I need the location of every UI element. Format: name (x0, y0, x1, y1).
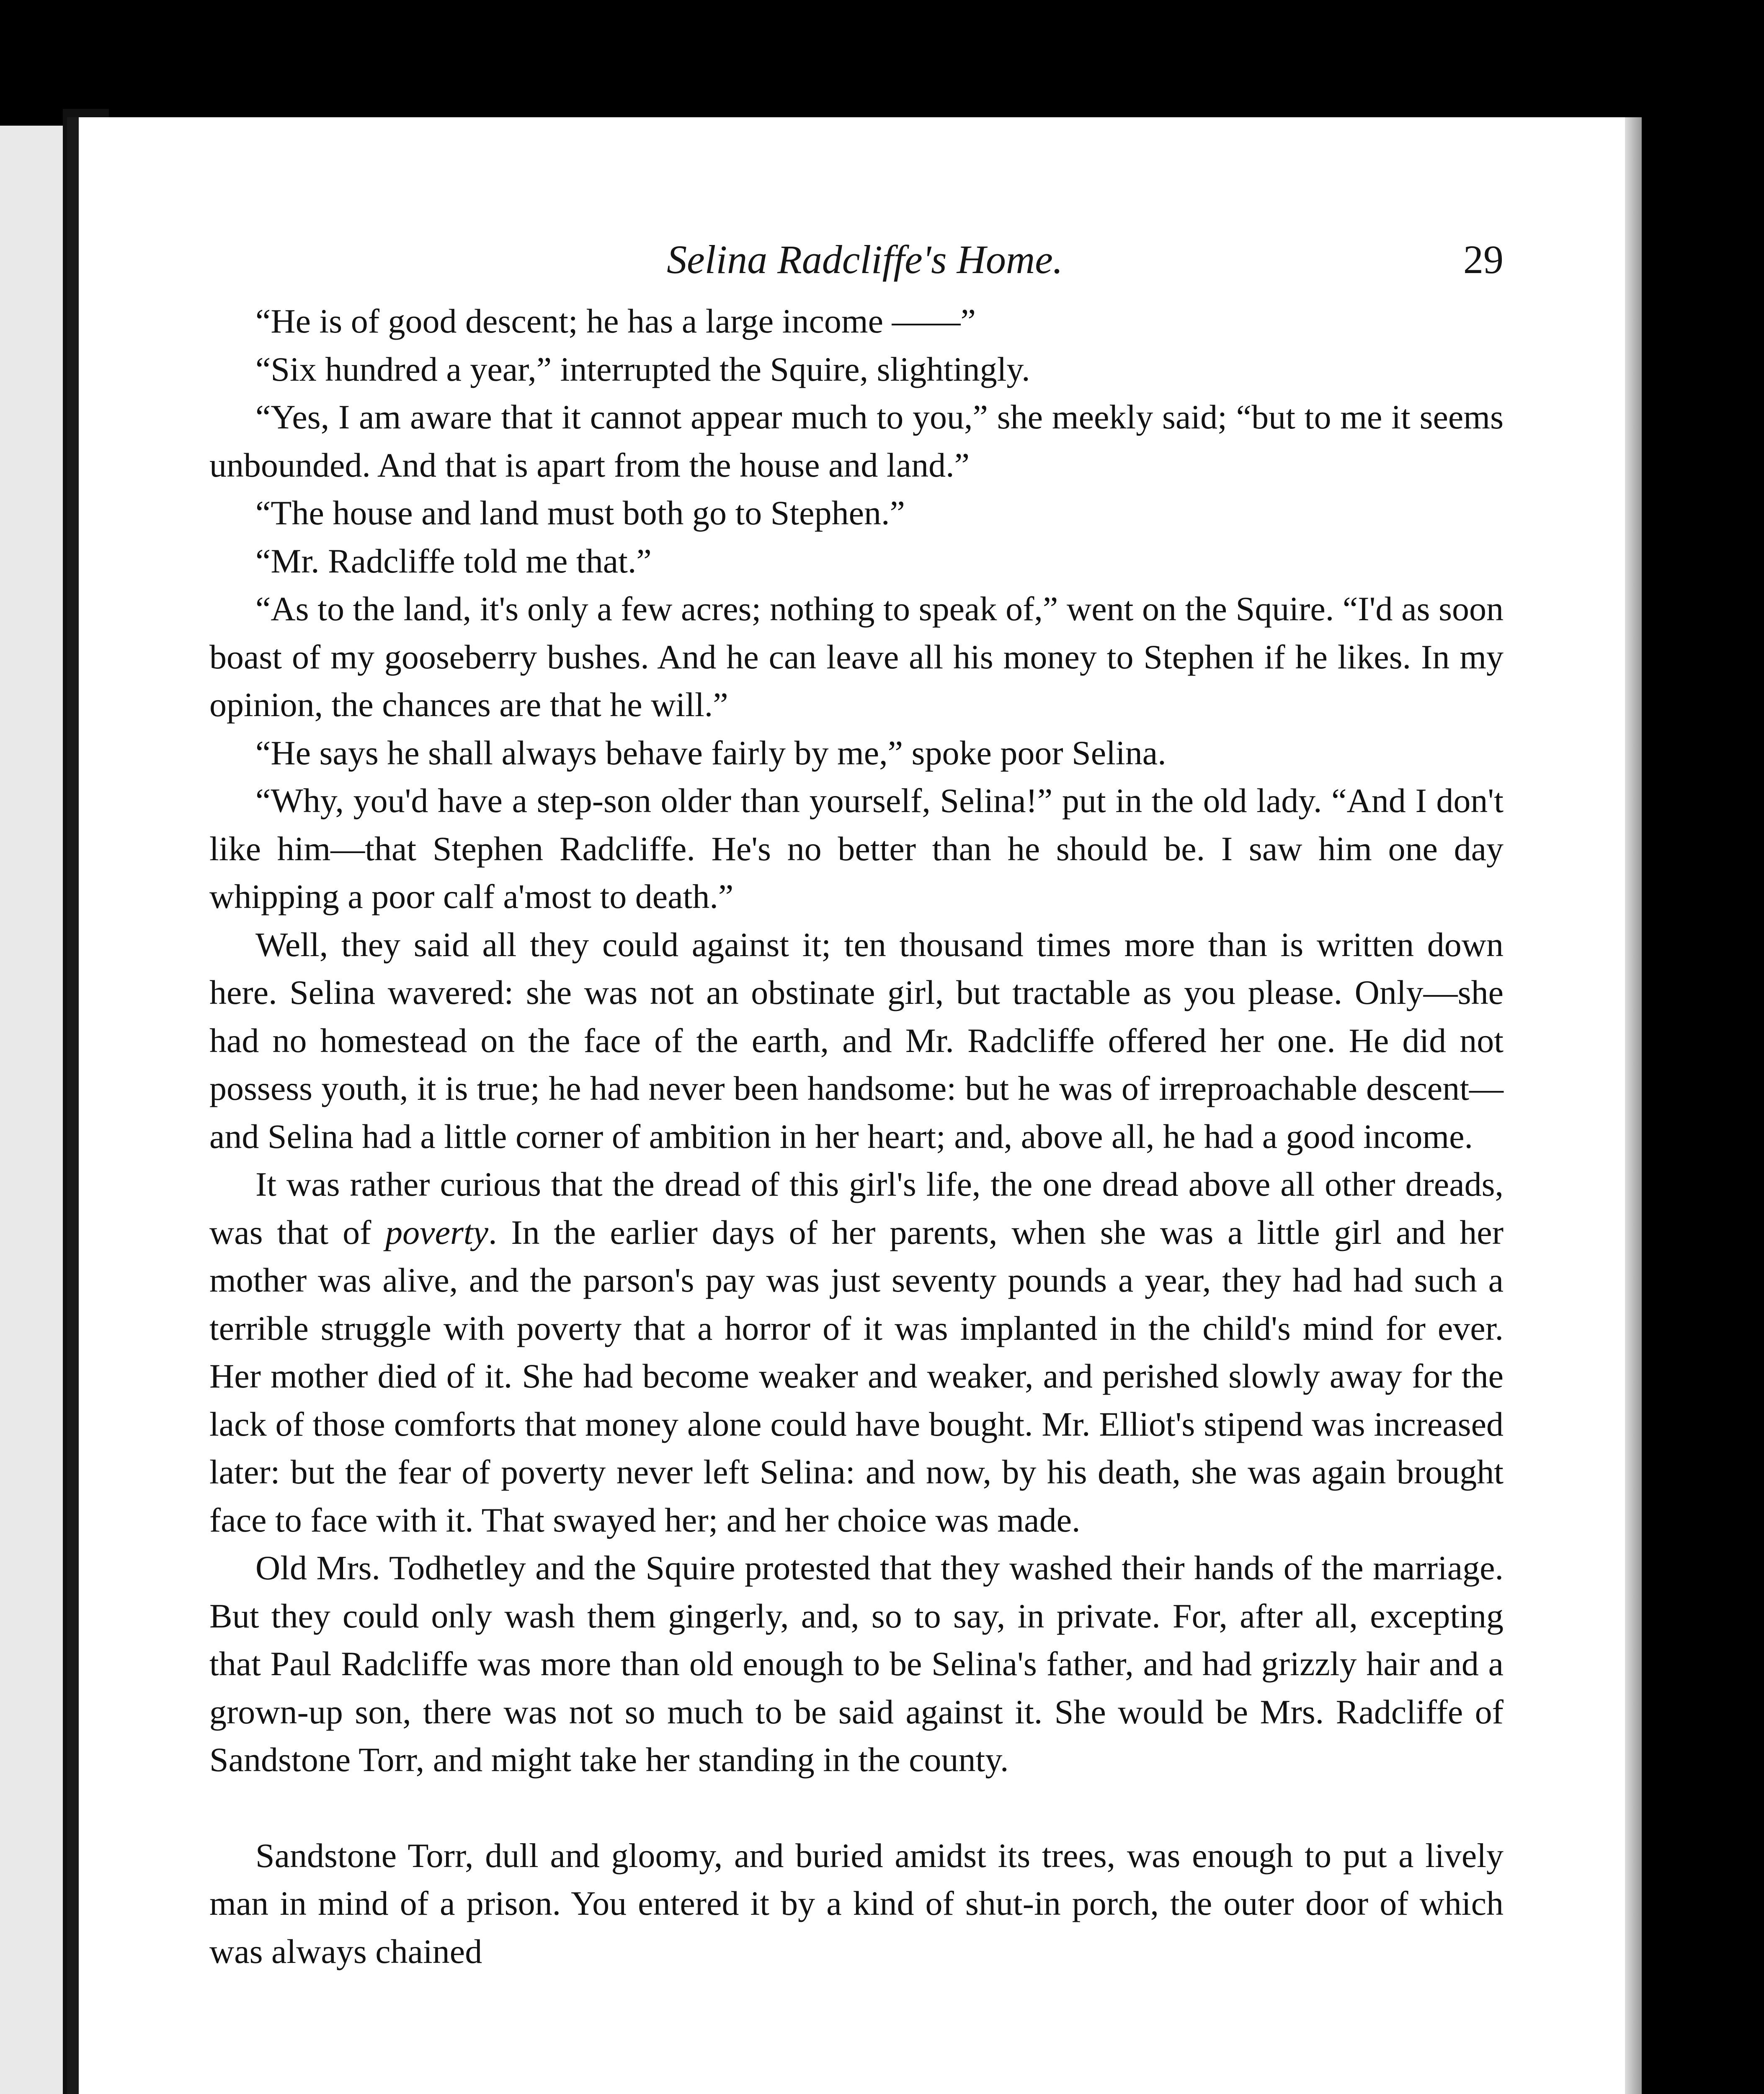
paragraph-wavered: Well, they said all they could against it; ten thousand times more than is written down here. Selina wavered: she was not an obstinate girl, but tractable as you please. Only—she had no homestead on the face of the earth, and Mr. Radcliffe offered her one. He did not possess youth, it is true; he had never been handsome: but he was of irreproachable descent—and Selina had a little corner of ambition in her heart; and, above all, he had a good income. (209, 925, 1504, 1155)
poverty-emphasis: poverty (385, 1213, 489, 1251)
paragraph-few-acres: “As to the land, it's only a few acres; nothing to speak of,” went on the Squire. “I'd as soon boast of my gooseberry bushes. And he can leave all his money to Stephen if he likes. In my opinion, the chances are that he will.” (209, 590, 1504, 724)
page-fore-edge (1625, 117, 1642, 2094)
book-page (67, 117, 1642, 2094)
facing-page-edge (0, 126, 68, 2094)
paragraph-six-hundred: “Six hundred a year,” interrupted the Squire, slightingly. (255, 350, 1030, 388)
paragraph-descent: “He is of good descent; he has a large income ——” (255, 302, 976, 340)
paragraph-house-and-land: “The house and land must both go to Stephen.” (255, 494, 905, 532)
poverty-text-before: It was rather curious that the dread of this girl's life, the one dread above all other dreads, was that of (209, 1165, 1504, 1251)
paragraph-marriage: Old Mrs. Todhetley and the Squire protested that they washed their hands of the marriage. But they could only wash them gingerly, and, so to say, in private. For, after all, excepting that Paul Radcliffe was more than old enough to be Selina's father, and had grizzly hair and a grown-up son, there was not so much to be said against it. She would be Mrs. Radcliffe of Sandstone Torr, and might take her standing in the county. (209, 1549, 1504, 1779)
poverty-text-after: . In the earlier days of her parents, when she was a little girl and her mother was alive, and the parson's pay was just seventy pounds a year, they had had such a terrible struggle with poverty that a horror of it was implanted in the child's mind for ever. Her mother died of it. She had become weaker and weaker, and perished slowly away for the lack of those comforts that money alone could have bought. Mr. Elliot's stipend was increased later: but the fear of poverty never left Selina: and now, by his death, she was again brought face to face with it. That swayed her; and her choice was made. (209, 1213, 1504, 1539)
paragraph-unbounded: “Yes, I am aware that it cannot appear much to you,” she meekly said; “but to me it seems unbounded. And that is apart from the house and land.” (209, 398, 1504, 484)
running-title: Selina Radcliffe's Home. (667, 237, 1063, 282)
paragraph-behave-fairly: “He says he shall always behave fairly by me,” spoke poor Selina. (255, 733, 1166, 772)
paragraph-told-me: “Mr. Radcliffe told me that.” (255, 542, 652, 580)
page-number: 29 (1463, 237, 1504, 282)
section-break (209, 1784, 1504, 1832)
paragraph-sandstone-torr: Sandstone Torr, dull and gloomy, and buried amidst its trees, was enough to put a lively man in mind of a prison. You entered it by a kind of shut-in porch, the outer door of which was always chained (209, 1836, 1504, 1970)
paragraph-poverty (209, 1160, 1504, 1544)
body-text (209, 297, 1504, 1975)
paragraph-step-son: “Why, you'd have a step-son older than yourself, Selina!” put in the old lady. “And I don't like him—that Stephen Radcliffe. He's no better than he should be. I saw him one day whipping a poor calf a'most to death.” (209, 781, 1504, 915)
running-head (226, 230, 1504, 289)
